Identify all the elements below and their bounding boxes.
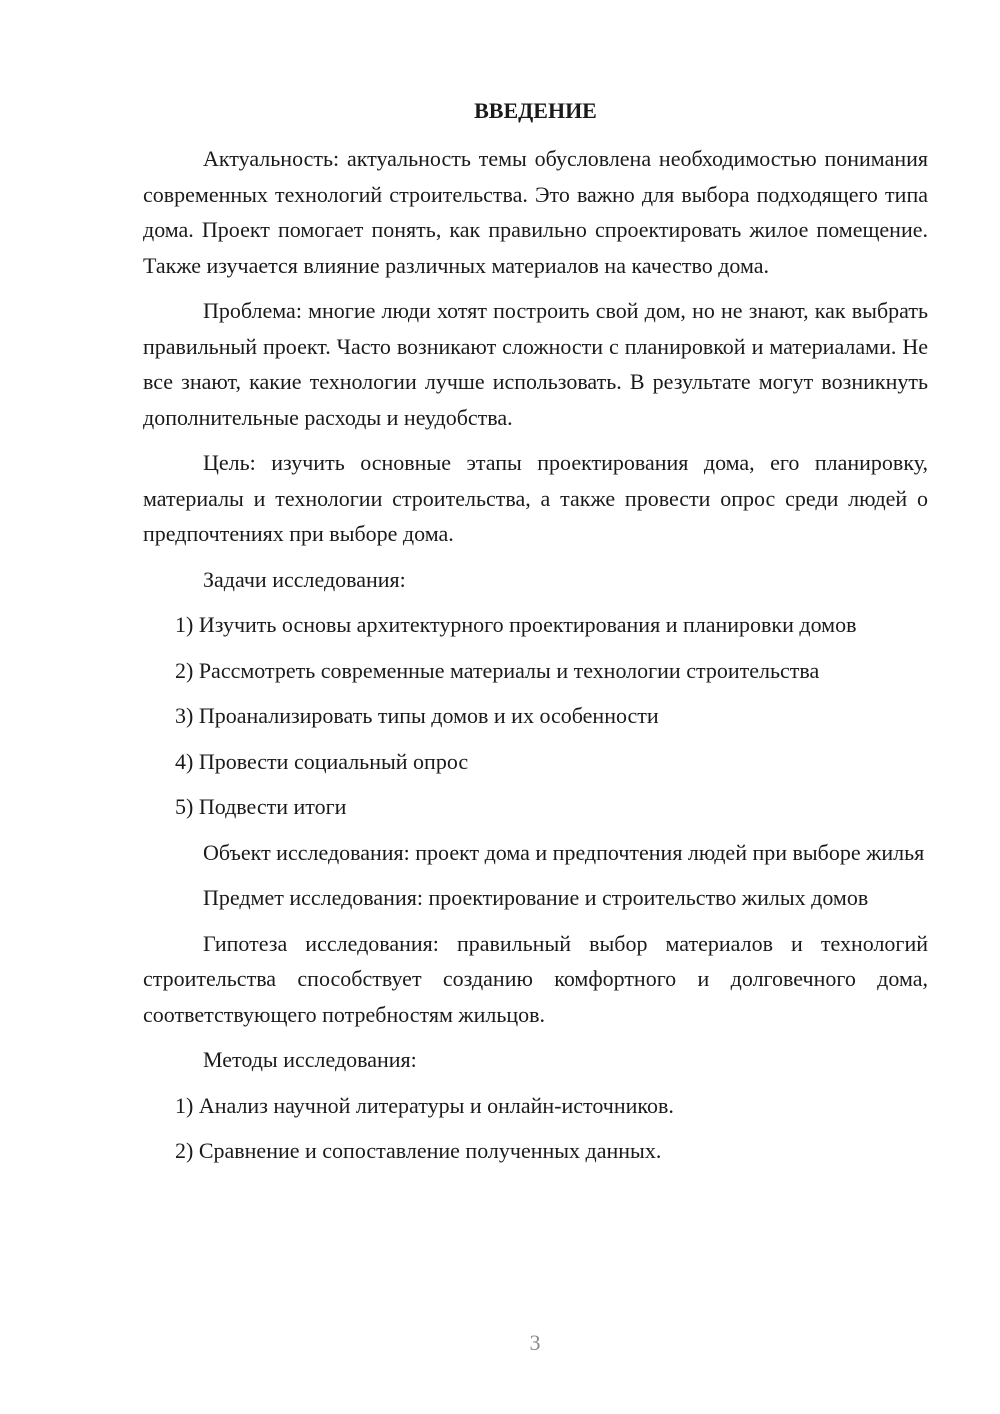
goal-paragraph: Цель: изучить основные этапы проектирования дома, его планировку, материалы и технологии строительства, а также провести опрос среди людей о предпочтениях при выборе дома. bbox=[143, 450, 928, 546]
task-item-3: 3) Проанализировать типы домов и их особенности bbox=[175, 703, 659, 728]
object-paragraph: Объект исследования: проект дома и предпочтения людей при выборе жилья bbox=[203, 839, 925, 865]
subject-paragraph: Предмет исследования: проектирование и строительство жилых домов bbox=[203, 885, 869, 910]
page-number: 3 bbox=[529, 1330, 541, 1355]
hypothesis-paragraph: Гипотеза исследования: правильный выбор материалов и технологий строительства способствует созданию комфортного и долговечного дома, соответствующего потребностям жильцов. bbox=[143, 930, 928, 1027]
section-heading: ВВЕДЕНИЕ bbox=[474, 98, 597, 123]
tasks-heading: Задачи исследования: bbox=[203, 566, 406, 592]
task-item-1: 1) Изучить основы архитектурного проектирования и планировки домов bbox=[175, 612, 857, 637]
task-item-4: 4) Провести социальный опрос bbox=[175, 748, 469, 774]
task-item-5: 5) Подвести итоги bbox=[175, 794, 347, 819]
methods-heading: Методы исследования: bbox=[203, 1047, 417, 1072]
problem-paragraph: Проблема: многие люди хотят построить свой дом, но не знают, как выбрать правильный проект. Часто возникают сложности с планировкой и материалами. Не все знают, какие технологии лучше использовать. В результате могут возникнуть дополнительные расходы и неудобства. bbox=[143, 298, 928, 430]
method-item-2: 2) Сравнение и сопоставление полученных данных. bbox=[175, 1138, 662, 1163]
page-content bbox=[143, 93, 928, 1179]
method-item-1: 1) Анализ научной литературы и онлайн-источников. bbox=[175, 1092, 674, 1118]
relevance-paragraph: Актуальность: актуальность темы обусловлена необходимостью понимания современных технологий строительства. Это важно для выбора подходящего типа дома. Проект помогает понять, как правильно спроектировать жилое помещение. Также изучается влияние различных материалов на качество дома. bbox=[143, 146, 928, 278]
task-item-2: 2) Рассмотреть современные материалы и технологии строительства bbox=[175, 657, 820, 683]
